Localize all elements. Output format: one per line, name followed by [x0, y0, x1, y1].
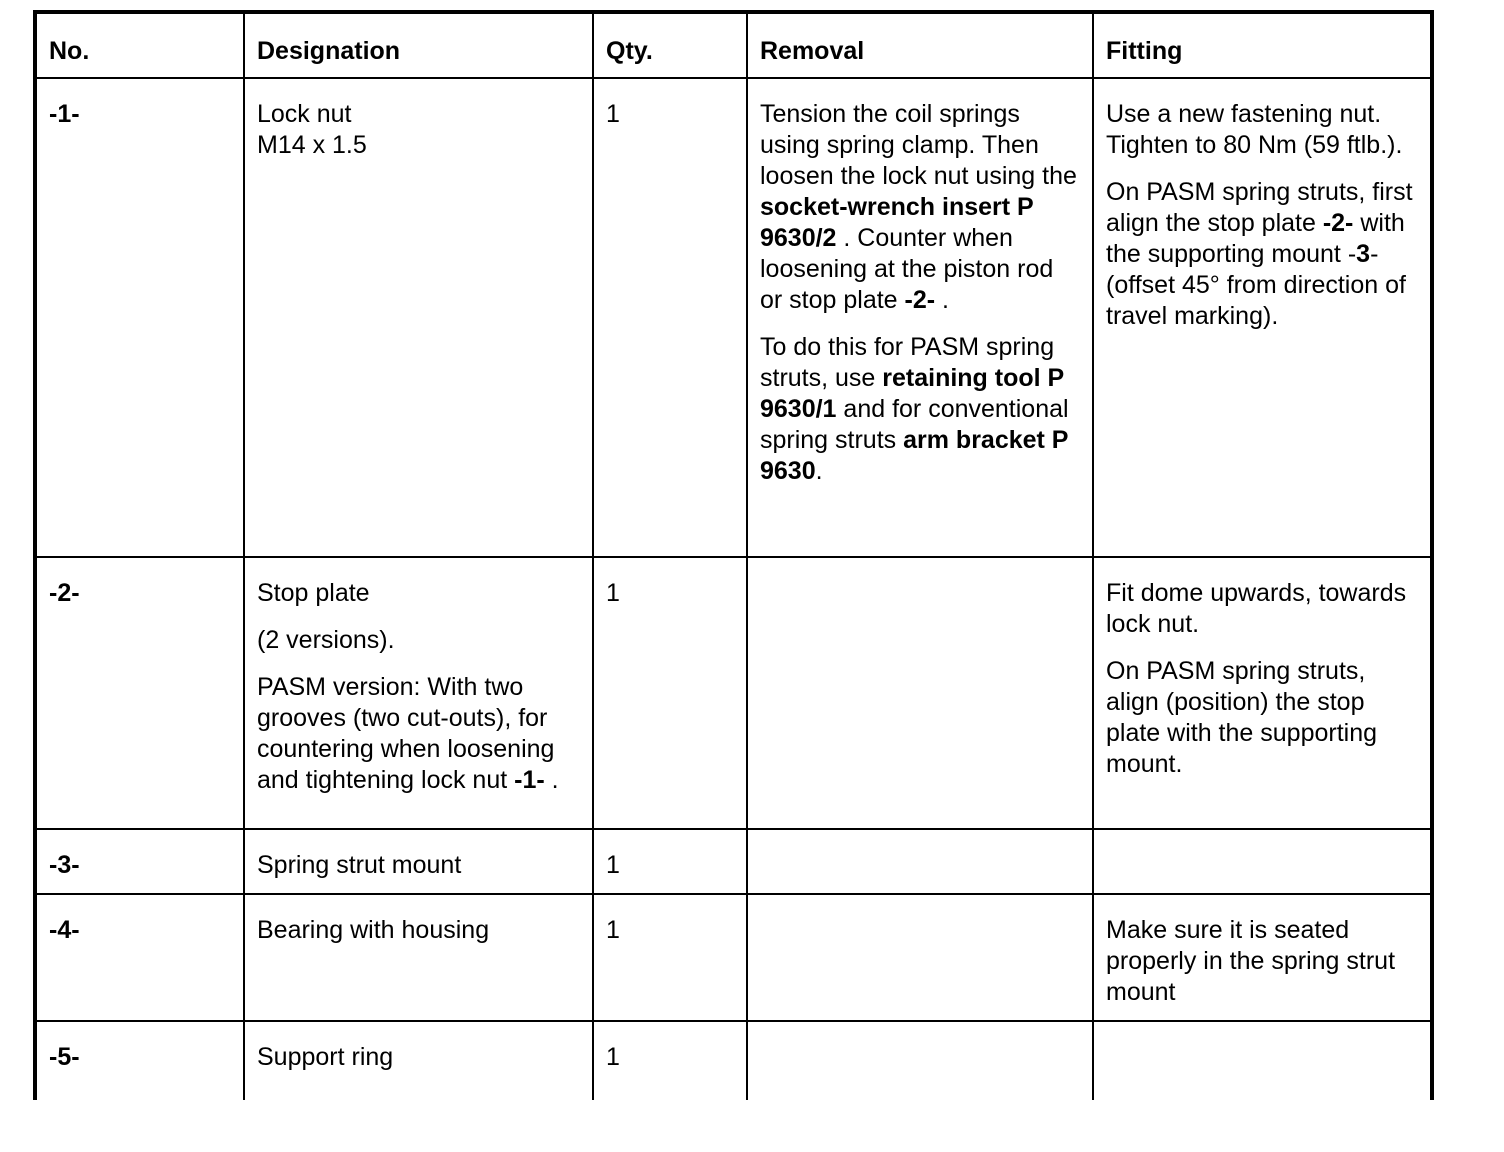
- header-fitting: Fitting: [1093, 14, 1430, 78]
- row-number: -5-: [37, 1021, 244, 1100]
- removal-paragraph: To do this for PASM spring struts, use retaining tool P 9630/1 and for conventional spring struts arm bracket P 9630.: [760, 333, 1069, 485]
- fitting-paragraph: Use a new fastening nut. Tighten to 80 Nm (59 ftlb.).: [1106, 100, 1403, 159]
- removal-cell: [747, 78, 1093, 557]
- fitting-paragraph: On PASM spring struts, align (position) the stop plate with the supporting mount.: [1106, 657, 1378, 778]
- header-no: No.: [37, 14, 244, 78]
- tool-reference: socket-wrench insert P 9630/2: [760, 193, 1034, 252]
- fitting-cell: [1093, 78, 1430, 557]
- table-row: [37, 78, 1430, 557]
- row-number: -4-: [37, 894, 244, 1021]
- item-reference: -2-: [904, 286, 936, 314]
- qty-cell: 1: [593, 894, 747, 1021]
- designation-cell: Bearing with housing: [244, 894, 593, 1021]
- table-row: [37, 1021, 1430, 1100]
- designation-cell: Spring strut mount: [244, 829, 593, 894]
- tool-reference: retaining tool P 9630/1: [760, 364, 1064, 423]
- parts-table: [37, 14, 1430, 1100]
- qty-cell: 1: [593, 829, 747, 894]
- designation-paragraph: (2 versions).: [257, 626, 395, 654]
- fitting-cell: [1093, 557, 1430, 829]
- tool-reference: arm bracket P 9630: [760, 426, 1069, 485]
- removal-cell: [747, 557, 1093, 829]
- table-row: [37, 829, 1430, 894]
- header-designation: Designation: [244, 14, 593, 78]
- header-qty: Qty.: [593, 14, 747, 78]
- designation-line: M14 x 1.5: [257, 131, 367, 159]
- designation-paragraph: PASM version: With two grooves (two cut-outs), for countering when loosening and tightening lock nut -1- .: [257, 673, 559, 794]
- table-row: [37, 557, 1430, 829]
- removal-cell: [747, 829, 1093, 894]
- row-number: -3-: [37, 829, 244, 894]
- designation-paragraph: Stop plate: [257, 579, 370, 607]
- row-number: -1-: [37, 78, 244, 557]
- table-row: [37, 894, 1430, 1021]
- designation-cell: [244, 78, 593, 557]
- fitting-paragraph: On PASM spring struts, first align the stop plate -2- with the supporting mount -3- (offset 45° from direction of travel marking).: [1106, 178, 1413, 330]
- designation-cell: [244, 557, 593, 829]
- parts-table-container: [33, 10, 1434, 1100]
- qty-cell: 1: [593, 78, 747, 557]
- fitting-cell: [1093, 1021, 1430, 1100]
- item-reference: -2-: [1322, 209, 1354, 237]
- item-reference: 3: [1356, 240, 1371, 268]
- designation-cell: Support ring: [244, 1021, 593, 1100]
- removal-cell: [747, 1021, 1093, 1100]
- designation-line: Lock nut: [257, 100, 352, 128]
- fitting-cell: Make sure it is seated properly in the spring strut mount: [1093, 894, 1430, 1021]
- header-row: [37, 14, 1430, 78]
- removal-paragraph: Tension the coil springs using spring clamp. Then loosen the lock nut using the socket-wrench insert P 9630/2 . Counter when loosening at the piston rod or stop plate -2- .: [760, 100, 1077, 314]
- item-reference: -1-: [514, 766, 545, 794]
- qty-cell: 1: [593, 1021, 747, 1100]
- row-number: -2-: [37, 557, 244, 829]
- qty-cell: 1: [593, 557, 747, 829]
- header-removal: Removal: [747, 14, 1093, 78]
- fitting-paragraph: Fit dome upwards, towards lock nut.: [1106, 579, 1407, 638]
- fitting-cell: [1093, 829, 1430, 894]
- removal-cell: [747, 894, 1093, 1021]
